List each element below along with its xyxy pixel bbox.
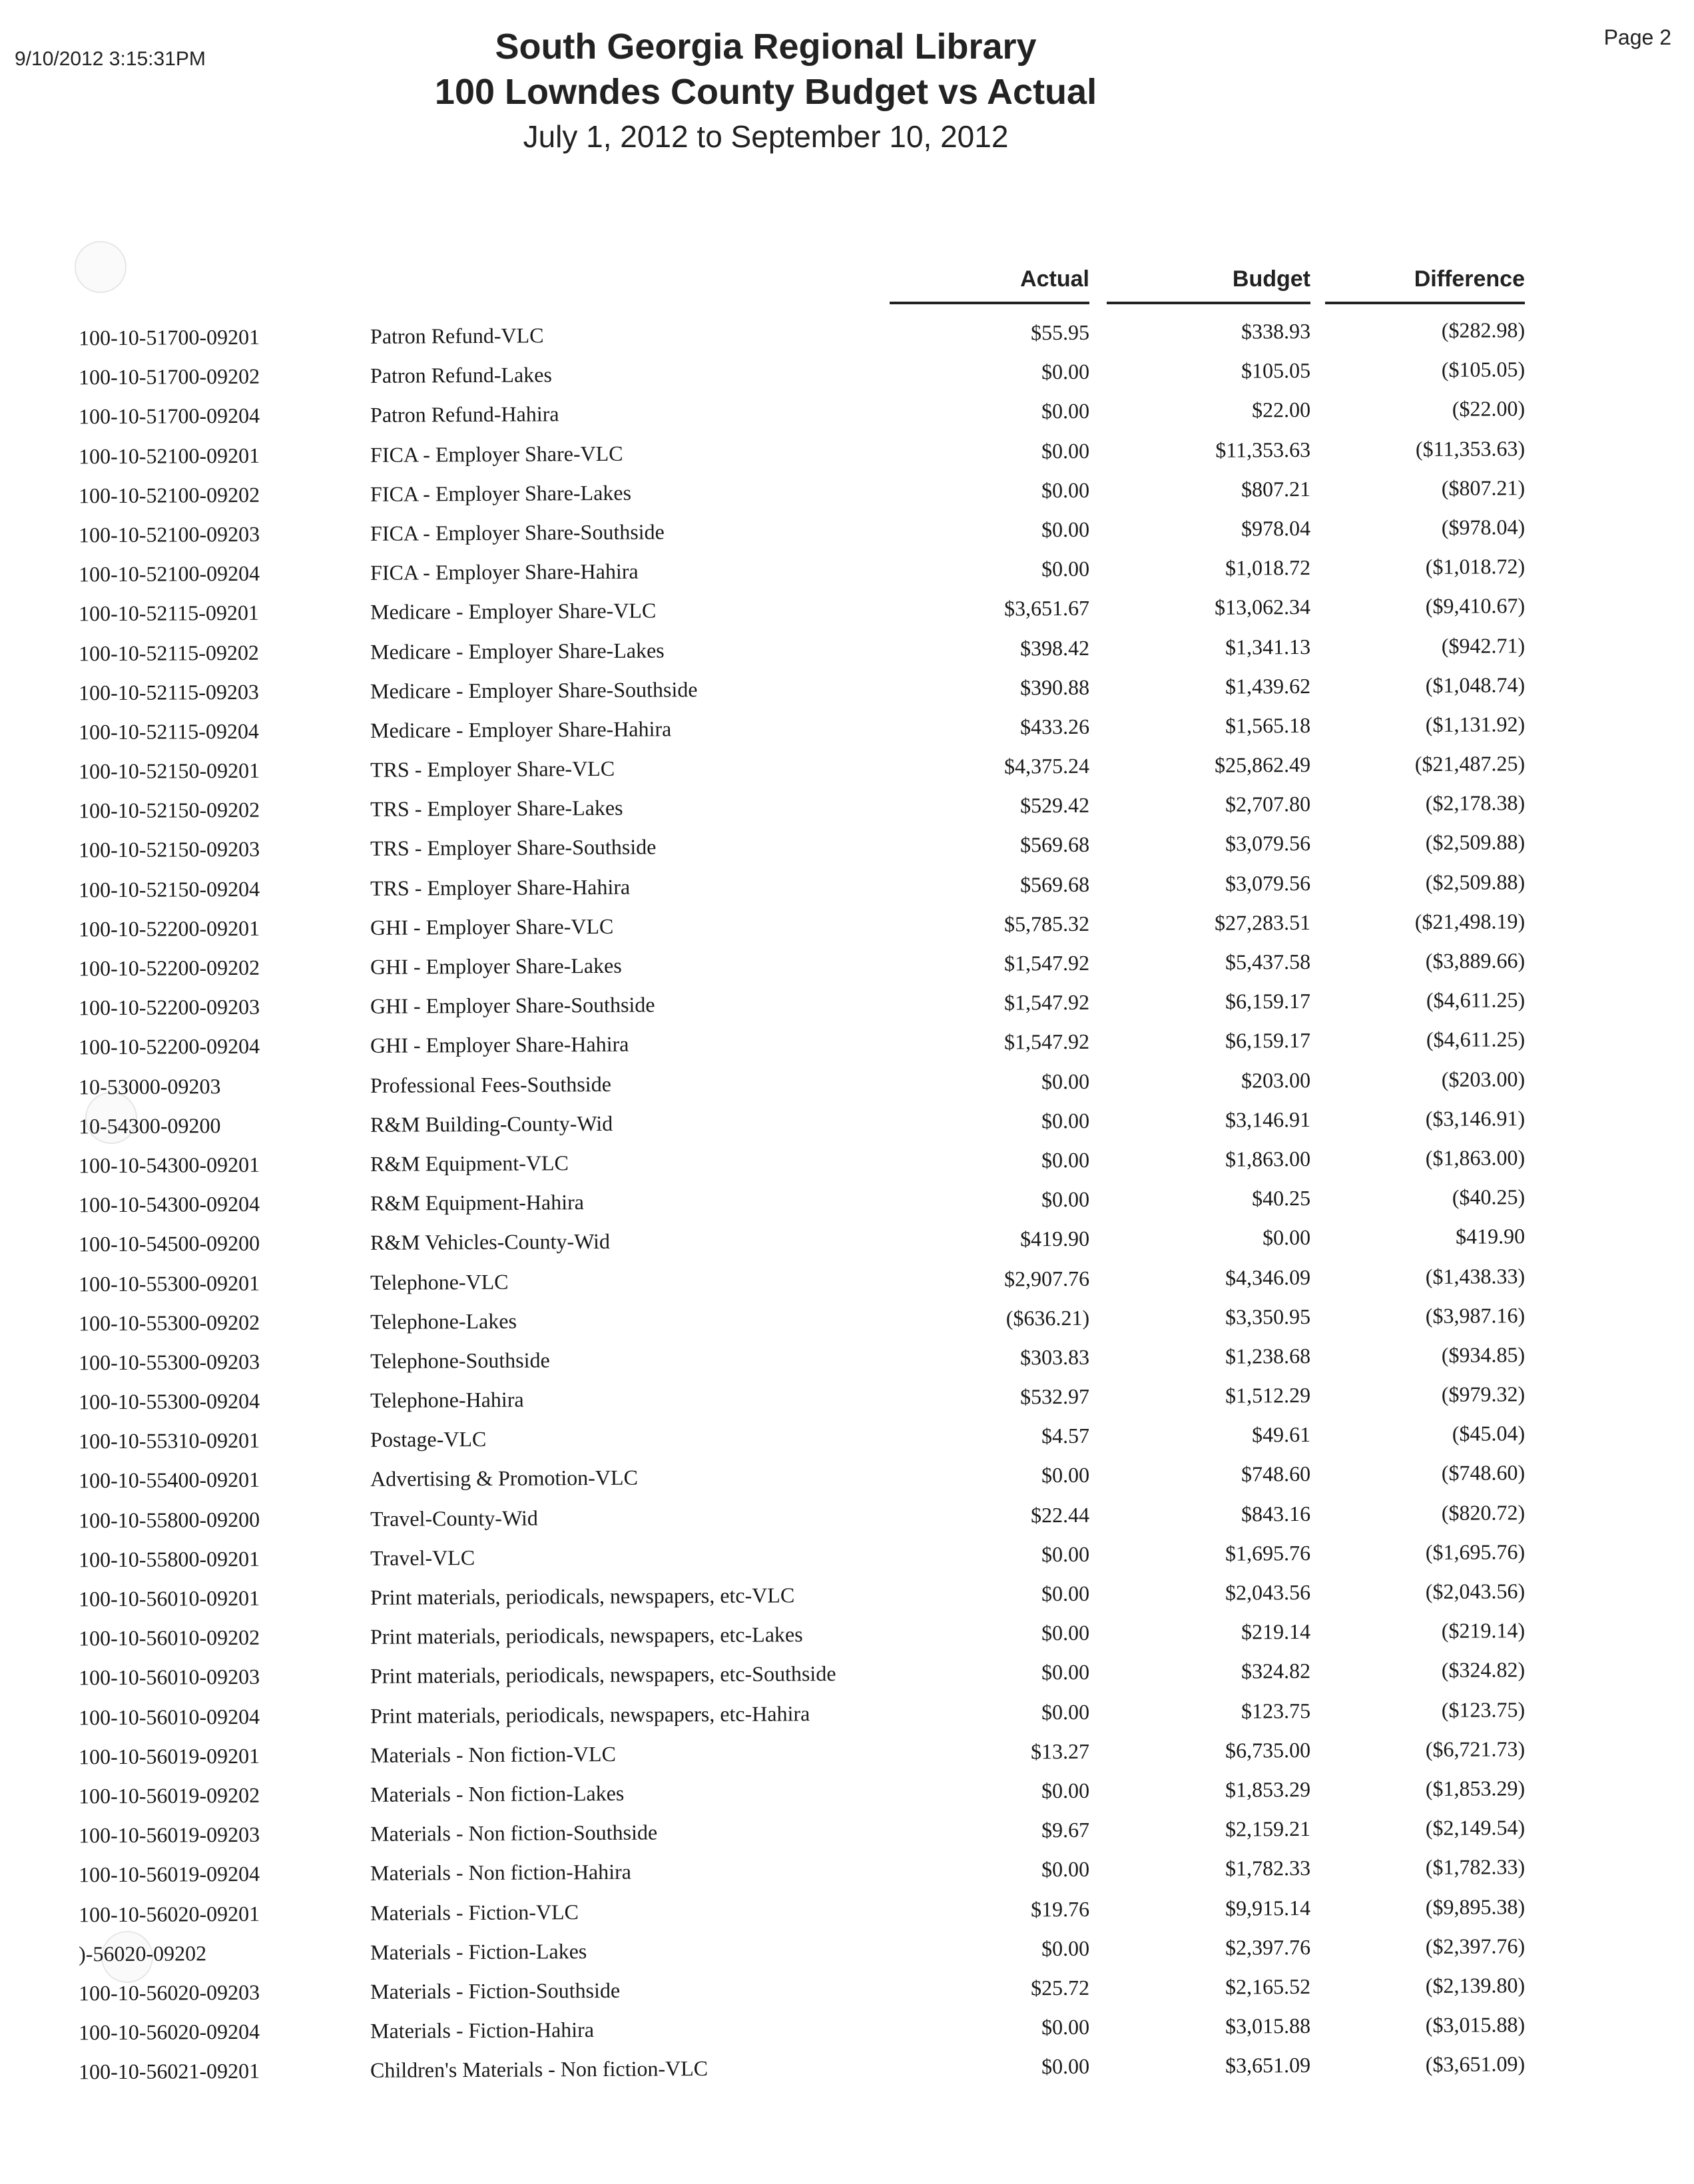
actual-amount: $1,547.92 [1003,950,1090,975]
account-description: Advertising & Promotion-VLC [370,1466,638,1492]
difference-amount: ($6,721.73) [1425,1736,1526,1761]
budget-amount: $1,018.72 [1225,555,1311,580]
actual-amount: $22.44 [1030,1502,1090,1527]
actual-amount: $19.76 [1030,1896,1090,1921]
difference-amount: ($1,863.00) [1425,1145,1526,1170]
difference-amount: ($282.98) [1441,318,1526,342]
account-number: 100-10-52115-09204 [78,718,259,744]
budget-amount: $123.75 [1241,1698,1311,1723]
difference-amount: ($4,611.25) [1426,1027,1526,1052]
difference-amount: ($2,509.88) [1425,869,1526,894]
account-description: Materials - Non fiction-Hahira [370,1860,632,1886]
difference-amount: ($21,498.19) [1414,909,1526,934]
account-description: Travel-County-Wid [370,1505,538,1531]
account-number: 100-10-54300-09204 [78,1191,260,1217]
account-description: R&M Building-County-Wid [370,1111,613,1137]
actual-amount: $569.68 [1019,832,1090,857]
actual-amount: $0.00 [1041,2014,1090,2040]
budget-amount: $203.00 [1241,1067,1311,1093]
difference-amount: ($1,695.76) [1425,1539,1526,1564]
difference-amount: ($40.25) [1452,1185,1526,1209]
account-number: 100-10-52100-09201 [78,443,260,468]
account-number: 100-10-56019-09201 [78,1743,260,1769]
actual-amount: $390.88 [1019,675,1090,700]
budget-amount: $6,159.17 [1225,1028,1311,1053]
account-description: TRS - Employer Share-VLC [370,756,615,782]
actual-amount: $0.00 [1041,1187,1090,1212]
difference-amount: ($22.00) [1452,396,1526,421]
account-number: 100-10-52200-09202 [78,955,260,981]
difference-amount: ($820.72) [1441,1500,1526,1525]
account-description: FICA - Employer Share-Hahira [370,559,639,585]
difference-amount: ($934.85) [1441,1342,1526,1367]
difference-amount: ($9,410.67) [1425,593,1526,619]
actual-amount: $25.72 [1030,1975,1090,2000]
account-description: Materials - Non fiction-Lakes [370,1780,625,1806]
difference-amount: ($1,782.33) [1425,1854,1526,1880]
actual-amount: $433.26 [1019,714,1090,739]
difference-amount: ($324.82) [1441,1657,1526,1683]
difference-amount: ($123.75) [1441,1697,1526,1722]
account-description: Medicare - Employer Share-VLC [370,598,657,625]
budget-amount: $2,043.56 [1225,1580,1311,1605]
account-description: Patron Refund-Lakes [370,362,553,388]
account-number: 100-10-51700-09202 [78,364,260,390]
print-timestamp: 9/10/2012 3:15:31PM [15,48,206,70]
account-description: Medicare - Employer Share-Lakes [370,637,665,664]
account-description: Telephone-Lakes [370,1308,517,1334]
difference-amount: ($1,853.29) [1425,1776,1526,1800]
actual-amount: $4.57 [1041,1424,1090,1448]
difference-amount: ($3,987.16) [1425,1302,1526,1328]
actual-amount: $2,907.76 [1003,1266,1090,1291]
account-description: Telephone-Southside [370,1348,550,1373]
actual-amount: $1,547.92 [1003,990,1090,1015]
account-description: FICA - Employer Share-Southside [370,519,665,545]
actual-amount: $0.00 [1041,1621,1090,1645]
budget-amount: $49.61 [1251,1422,1311,1447]
column-header-difference: Difference [1325,266,1525,304]
account-number: 100-10-52150-09202 [78,798,260,823]
account-description: Materials - Fiction-Lakes [370,1938,587,1964]
account-description: FICA - Employer Share-Lakes [370,480,632,506]
actual-amount: $0.00 [1041,399,1090,423]
account-number: 100-10-52200-09201 [78,916,260,942]
account-number: 100-10-56020-09201 [78,1901,260,1926]
difference-amount: ($203.00) [1441,1066,1526,1091]
budget-amount: $2,707.80 [1225,792,1311,816]
budget-amount: $3,015.88 [1225,2014,1311,2038]
difference-amount: ($2,149.54) [1425,1815,1526,1840]
account-description: Professional Fees-Southside [370,1071,611,1097]
actual-amount: $303.83 [1019,1344,1090,1370]
account-number: 10-53000-09203 [78,1073,221,1099]
account-number: 100-10-56019-09202 [78,1782,260,1808]
account-number: 10-54300-09200 [78,1113,221,1139]
account-number: 100-10-56020-09204 [78,2019,260,2045]
account-description: Postage-VLC [370,1427,487,1452]
actual-amount: $0.00 [1041,1541,1090,1567]
account-number: 100-10-56020-09203 [78,1980,260,2006]
account-description: Print materials, periodicals, newspapers, etc-Hahira [370,1701,810,1728]
budget-amount: $40.25 [1251,1186,1311,1211]
budget-amount: $22.00 [1251,398,1311,422]
account-number: 100-10-56010-09204 [78,1704,260,1729]
actual-amount: $1,547.92 [1003,1029,1090,1054]
budget-amount: $1,238.68 [1225,1343,1311,1368]
difference-amount: ($1,018.72) [1425,554,1526,579]
difference-amount: $419.90 [1455,1224,1526,1249]
budget-amount: $9,915.14 [1225,1895,1311,1920]
account-number: 100-10-52100-09202 [78,482,260,508]
budget-amount: $105.05 [1241,358,1311,383]
account-description: Materials - Fiction-Southside [370,1978,621,2004]
account-number: 100-10-55800-09201 [78,1546,260,1572]
difference-amount: ($979.32) [1441,1382,1526,1406]
difference-amount: ($2,178.38) [1425,790,1526,816]
account-number: 100-10-52150-09204 [78,876,260,902]
difference-amount: ($978.04) [1441,515,1526,539]
account-number: 100-10-52100-09204 [78,561,260,587]
budget-amount: $843.16 [1241,1501,1311,1526]
budget-amount: $748.60 [1241,1462,1311,1487]
actual-amount: $398.42 [1019,635,1090,660]
account-description: Materials - Non fiction-Southside [370,1820,658,1846]
actual-amount: $0.00 [1041,1108,1090,1133]
budget-amount: $324.82 [1241,1659,1311,1683]
actual-amount: $0.00 [1041,556,1090,581]
difference-amount: ($3,889.66) [1425,948,1526,973]
account-description: Patron Refund-VLC [370,323,544,348]
budget-amount: $1,341.13 [1225,634,1311,659]
actual-amount: $13.27 [1030,1739,1090,1764]
difference-amount: ($21,487.25) [1414,751,1526,776]
budget-amount: $3,146.91 [1225,1107,1311,1132]
difference-amount: ($45.04) [1452,1421,1526,1446]
budget-amount: $1,782.33 [1225,1856,1311,1881]
account-number: 100-10-55300-09203 [78,1349,260,1375]
actual-amount: $0.00 [1041,360,1090,384]
budget-amount: $11,353.63 [1215,437,1311,462]
account-number: 100-10-56010-09201 [78,1585,260,1611]
account-description: GHI - Employer Share-VLC [370,914,614,940]
actual-amount: $0.00 [1041,517,1090,542]
budget-amount: $3,350.95 [1225,1304,1311,1329]
account-number: 100-10-55300-09202 [78,1310,260,1336]
account-description: Print materials, periodicals, newspapers, etc-Southside [370,1661,836,1689]
report-title-organization: South Georgia Regional Library [495,27,1037,67]
budget-amount: $1,565.18 [1225,712,1311,738]
account-description: Materials - Fiction-Hahira [370,2018,595,2043]
table-row [0,2051,1694,2099]
account-number: 100-10-55400-09201 [78,1468,260,1493]
account-description: R&M Equipment-VLC [370,1151,569,1176]
budget-amount: $25,862.49 [1214,752,1311,777]
budget-amount: $6,159.17 [1225,989,1311,1013]
budget-amount: $27,283.51 [1214,910,1311,935]
actual-amount: $0.00 [1041,477,1090,503]
account-description: Medicare - Employer Share-Southside [370,677,698,703]
actual-amount: $0.00 [1041,1857,1090,1882]
difference-amount: ($807.21) [1441,475,1526,500]
column-header-budget: Budget [1107,266,1310,304]
account-number: )-56020-09202 [78,1940,207,1966]
report-title-report: 100 Lowndes County Budget vs Actual [434,72,1097,112]
difference-amount: ($1,048.74) [1425,672,1526,697]
actual-amount: ($636.21) [1005,1305,1090,1330]
budget-amount: $1,853.29 [1225,1776,1311,1802]
actual-amount: $532.97 [1019,1384,1090,1409]
actual-amount: $0.00 [1041,438,1090,463]
account-number: 100-10-56010-09203 [78,1665,260,1690]
account-description: Children's Materials - Non fiction-VLC [370,2056,708,2083]
difference-amount: ($2,509.88) [1425,830,1526,855]
account-description: GHI - Employer Share-Lakes [370,953,622,979]
difference-amount: ($105.05) [1441,357,1526,382]
budget-amount: $1,512.29 [1225,1383,1311,1408]
budget-amount: $3,079.56 [1225,831,1311,856]
account-number: 100-10-51700-09204 [78,404,260,429]
column-header-actual: Actual [890,266,1089,304]
budget-amount: $807.21 [1241,476,1311,501]
actual-amount: $3,651.67 [1003,596,1090,621]
account-number: 100-10-55800-09200 [78,1507,260,1532]
account-description: GHI - Employer Share-Southside [370,992,655,1019]
account-number: 100-10-52115-09202 [78,640,259,665]
budget-amount: $2,397.76 [1225,1934,1311,1960]
account-number: 100-10-54300-09201 [78,1152,260,1178]
budget-amount: $1,695.76 [1225,1540,1311,1565]
account-number: 100-10-55300-09204 [78,1388,260,1414]
actual-amount: $0.00 [1041,1660,1090,1685]
actual-amount: $9.67 [1041,1817,1090,1842]
budget-amount: $13,062.34 [1214,595,1311,620]
account-number: 100-10-56019-09203 [78,1822,260,1848]
account-number: 100-10-52200-09204 [78,1034,260,1059]
difference-amount: ($3,015.88) [1425,2012,1526,2038]
page-number: Page 2 [1603,25,1671,49]
account-description: Materials - Non fiction-VLC [370,1741,616,1767]
account-number: 100-10-51700-09201 [78,324,260,350]
actual-amount: $0.00 [1041,2054,1090,2079]
difference-amount: ($1,131.92) [1425,712,1526,736]
account-description: Materials - Fiction-VLC [370,1899,579,1925]
budget-amount: $2,165.52 [1225,1974,1311,1999]
difference-amount: ($748.60) [1441,1460,1526,1486]
account-description: R&M Vehicles-County-Wid [370,1229,611,1255]
budget-amount: $4,346.09 [1225,1264,1311,1290]
account-description: GHI - Employer Share-Hahira [370,1032,629,1058]
budget-amount: $3,651.09 [1225,2053,1311,2077]
account-number: 100-10-52150-09203 [78,837,260,862]
account-number: 100-10-55300-09201 [78,1270,260,1296]
account-description: Print materials, periodicals, newspapers, etc-VLC [370,1583,795,1609]
account-number: 100-10-56021-09201 [78,2059,260,2084]
account-description: Telephone-VLC [370,1269,509,1294]
budget-table [0,318,1694,2099]
budget-amount: $1,863.00 [1225,1146,1311,1171]
punch-hole [75,241,127,293]
account-number: 100-10-56019-09204 [78,1862,260,1887]
difference-amount: ($2,139.80) [1425,1973,1526,1998]
difference-amount: ($1,438.33) [1425,1263,1526,1288]
budget-amount: $0.00 [1262,1225,1311,1250]
difference-amount: ($942.71) [1441,633,1526,658]
account-description: Telephone-Hahira [370,1387,524,1412]
account-description: Medicare - Employer Share-Hahira [370,716,672,742]
account-number: 100-10-52115-09203 [78,679,259,705]
budget-amount: $1,439.62 [1225,673,1311,698]
account-description: TRS - Employer Share-Hahira [370,874,631,900]
actual-amount: $0.00 [1041,1699,1090,1724]
account-description: TRS - Employer Share-Southside [370,834,657,861]
actual-amount: $0.00 [1041,1069,1090,1093]
report-date-range: July 1, 2012 to September 10, 2012 [523,119,1009,154]
actual-amount: $569.68 [1019,872,1090,897]
account-number: 100-10-52200-09203 [78,995,260,1020]
report-title-block [400,24,1132,158]
difference-amount: ($2,397.76) [1425,1933,1526,1958]
difference-amount: ($4,611.25) [1426,987,1526,1013]
difference-amount: ($2,043.56) [1425,1579,1526,1604]
actual-amount: $0.00 [1041,1147,1090,1173]
budget-amount: $3,079.56 [1225,870,1311,896]
actual-amount: $4,375.24 [1003,753,1090,778]
account-number: 100-10-55310-09201 [78,1428,260,1454]
account-number: 100-10-52115-09201 [78,601,259,626]
budget-amount: $5,437.58 [1225,950,1311,974]
actual-amount: $419.90 [1019,1227,1090,1251]
difference-amount: ($3,146.91) [1425,1105,1526,1131]
actual-amount: $529.42 [1019,793,1090,818]
actual-amount: $0.00 [1041,1581,1090,1606]
account-description: FICA - Employer Share-VLC [370,441,623,467]
actual-amount: $55.95 [1030,320,1090,345]
budget-amount: $219.14 [1241,1619,1311,1644]
account-number: 100-10-52100-09203 [78,521,260,547]
budget-amount: $338.93 [1241,319,1311,344]
actual-amount: $5,785.32 [1003,911,1090,936]
actual-amount: $0.00 [1041,1778,1090,1803]
difference-amount: ($9,895.38) [1425,1894,1526,1919]
account-number: 100-10-52150-09201 [78,758,260,784]
actual-amount: $0.00 [1041,1936,1090,1960]
difference-amount: ($219.14) [1441,1618,1526,1643]
account-description: TRS - Employer Share-Lakes [370,796,623,822]
budget-amount: $978.04 [1241,515,1311,541]
account-number: 100-10-54500-09200 [78,1231,260,1256]
difference-amount: ($11,353.63) [1415,435,1526,461]
actual-amount: $0.00 [1041,1463,1090,1488]
account-number: 100-10-56010-09202 [78,1625,260,1651]
account-description: Print materials, periodicals, newspapers, etc-Lakes [370,1622,803,1649]
account-description: Travel-VLC [370,1545,475,1570]
budget-amount: $6,735.00 [1225,1737,1311,1763]
budget-amount: $2,159.21 [1225,1816,1311,1841]
account-description: Patron Refund-Hahira [370,402,559,427]
account-description: R&M Equipment-Hahira [370,1190,585,1216]
difference-amount: ($3,651.09) [1425,2051,1526,2077]
